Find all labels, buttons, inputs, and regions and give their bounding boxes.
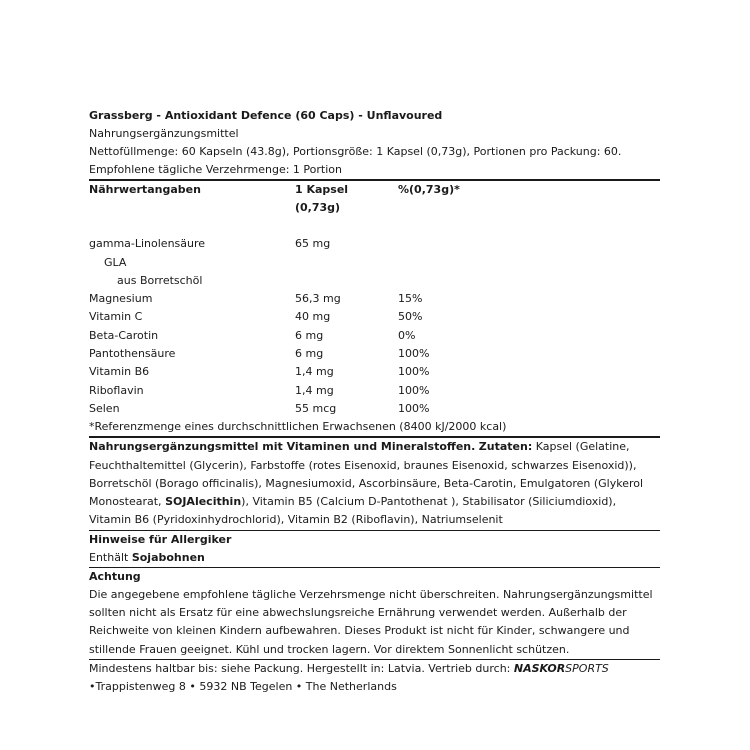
allergy-prefix: Enthält (89, 550, 129, 564)
warning-text: Die angegebene empfohlene tägliche Verzehrsmenge nicht überschreiten. Nahrungsergänzungsmittel sollten nicht als Ersatz für eine abwechslungsreiche Ernährung verwendet werden. Außerhalb der Reichweite von kleinen Kindern aufbewahren. Dieses Produkt ist nicht für Kinder, schwangere und stillende Frauen geeignet. Kühl und trocken lagern. Vor direktem Sonnenlicht schützen. (89, 586, 660, 660)
distributor-logo-rest: SPORTS (565, 661, 609, 675)
nutrition-header-amount-line1: 1 Kapsel (295, 183, 349, 196)
ingredients (89, 438, 660, 530)
nutrient-name: aus Borretschöl (117, 273, 203, 287)
product-category: Nahrungsergänzungsmittel (89, 127, 239, 140)
nutrient-ri (398, 254, 660, 272)
ingredients-lead: Nahrungsergänzungsmittel mit Vitaminen und Mineralstoffen. (89, 440, 476, 454)
nutrient-name: gamma-Linolensäure (89, 237, 206, 251)
nutrient-amount: 65 mg (295, 237, 331, 251)
table-row (89, 363, 660, 381)
distributor-logo (514, 662, 609, 675)
nutrient-amount: 1,4 mg (295, 383, 334, 397)
nutrition-header-amount (295, 181, 398, 217)
net-contents: Nettofüllmenge: 60 Kapseln (43.8g), Portionsgröße: 1 Kapsel (0,73g), Portionen pro Packung: 60. (89, 145, 622, 158)
nutrient-ri (398, 235, 660, 253)
nutrition-header-row (89, 181, 660, 217)
nutrient-ri: 100% (398, 401, 430, 415)
nutrient-amount: 55 mcg (295, 401, 337, 415)
nutrient-name: Selen (89, 401, 120, 415)
allergy-heading: Hinweise für Allergiker (89, 532, 232, 546)
nutrient-ri: 50% (398, 310, 423, 324)
table-row (89, 308, 660, 326)
nutrition-table (89, 181, 660, 418)
nutrient-ri (398, 272, 660, 290)
nutrition-header-amount-line2: (0,73g) (295, 201, 341, 214)
nutrient-amount (295, 254, 398, 272)
recommended-intake: Empfohlene tägliche Verzehrmenge: 1 Portion (89, 161, 660, 181)
nutrition-footnote: *Referenzmenge eines durchschnittlichen Erwachsenen (8400 kJ/2000 kcal) (89, 418, 660, 438)
nutrient-name: Riboflavin (89, 383, 144, 397)
footer-text: Mindestens haltbar bis: siehe Packung. Hergestellt in: Latvia. Vertrieb durch: (89, 661, 511, 675)
nutrient-name: Beta-Carotin (89, 328, 159, 342)
nutrient-ri: 100% (398, 347, 430, 361)
ingredients-label: Zutaten: (478, 440, 533, 454)
nutrient-name: GLA (104, 255, 127, 269)
distributor-logo-bold: NASKOR (513, 661, 566, 675)
nutrient-ri: 15% (398, 292, 423, 306)
footer-address: •Trappistenweg 8 • 5932 NB Tegelen • The Netherlands (89, 679, 397, 693)
nutrient-name: Vitamin C (89, 310, 143, 324)
nutrition-header-name: Nährwertangaben (89, 183, 201, 196)
nutrition-header-ri: %(0,73g)* (398, 183, 460, 196)
nutrient-name: Pantothensäure (89, 347, 176, 361)
nutrient-amount: 1,4 mg (295, 365, 334, 379)
table-row (89, 382, 660, 400)
nutrient-ri: 100% (398, 383, 430, 397)
table-row (89, 327, 660, 345)
product-title: Grassberg - Antioxidant Defence (60 Caps) - Unflavoured (89, 109, 443, 122)
table-row (89, 235, 660, 253)
nutrient-amount: 56,3 mg (295, 292, 341, 306)
table-row (89, 345, 660, 363)
nutrient-amount: 6 mg (295, 347, 324, 361)
table-row (89, 290, 660, 308)
ingredients-allergen: SOJAlecithin (165, 495, 242, 509)
nutrient-amount (295, 272, 398, 290)
allergy-allergen: Sojabohnen (131, 550, 205, 564)
ingredients-part2: ), Vitamin B5 (Calcium D-Pantothenat ), Stabilisator (Siliciumdioxid), Vitamin B6 (Pyridoxinhydrochlorid), Vitamin B2 (Riboflavin), Natriumselenit (89, 495, 617, 527)
table-row (89, 400, 660, 418)
nutrient-amount: 40 mg (295, 310, 331, 324)
nutrient-ri: 0% (398, 328, 416, 342)
table-row (89, 272, 660, 290)
ingredients-part1: Kapsel (Gelatine, Feuchthaltemittel (Glycerin), Farbstoffe (rotes Eisenoxid, braunes Eisenoxid, schwarzes Eisenoxid)), Borretschöl (Borago officinalis), Magnesiumoxid, Ascorbinsäure, Beta-Carotin, Emulgatoren (Glykerol Monostearat, (89, 440, 644, 509)
nutrient-name: Magnesium (89, 292, 153, 306)
warning-heading: Achtung (89, 569, 141, 583)
allergy-info (89, 549, 660, 568)
table-row (89, 254, 660, 272)
nutrient-ri: 100% (398, 365, 430, 379)
supplement-label (89, 107, 660, 696)
nutrient-name: Vitamin B6 (89, 365, 150, 379)
nutrient-amount: 6 mg (295, 328, 324, 342)
footer-line1 (89, 660, 660, 678)
